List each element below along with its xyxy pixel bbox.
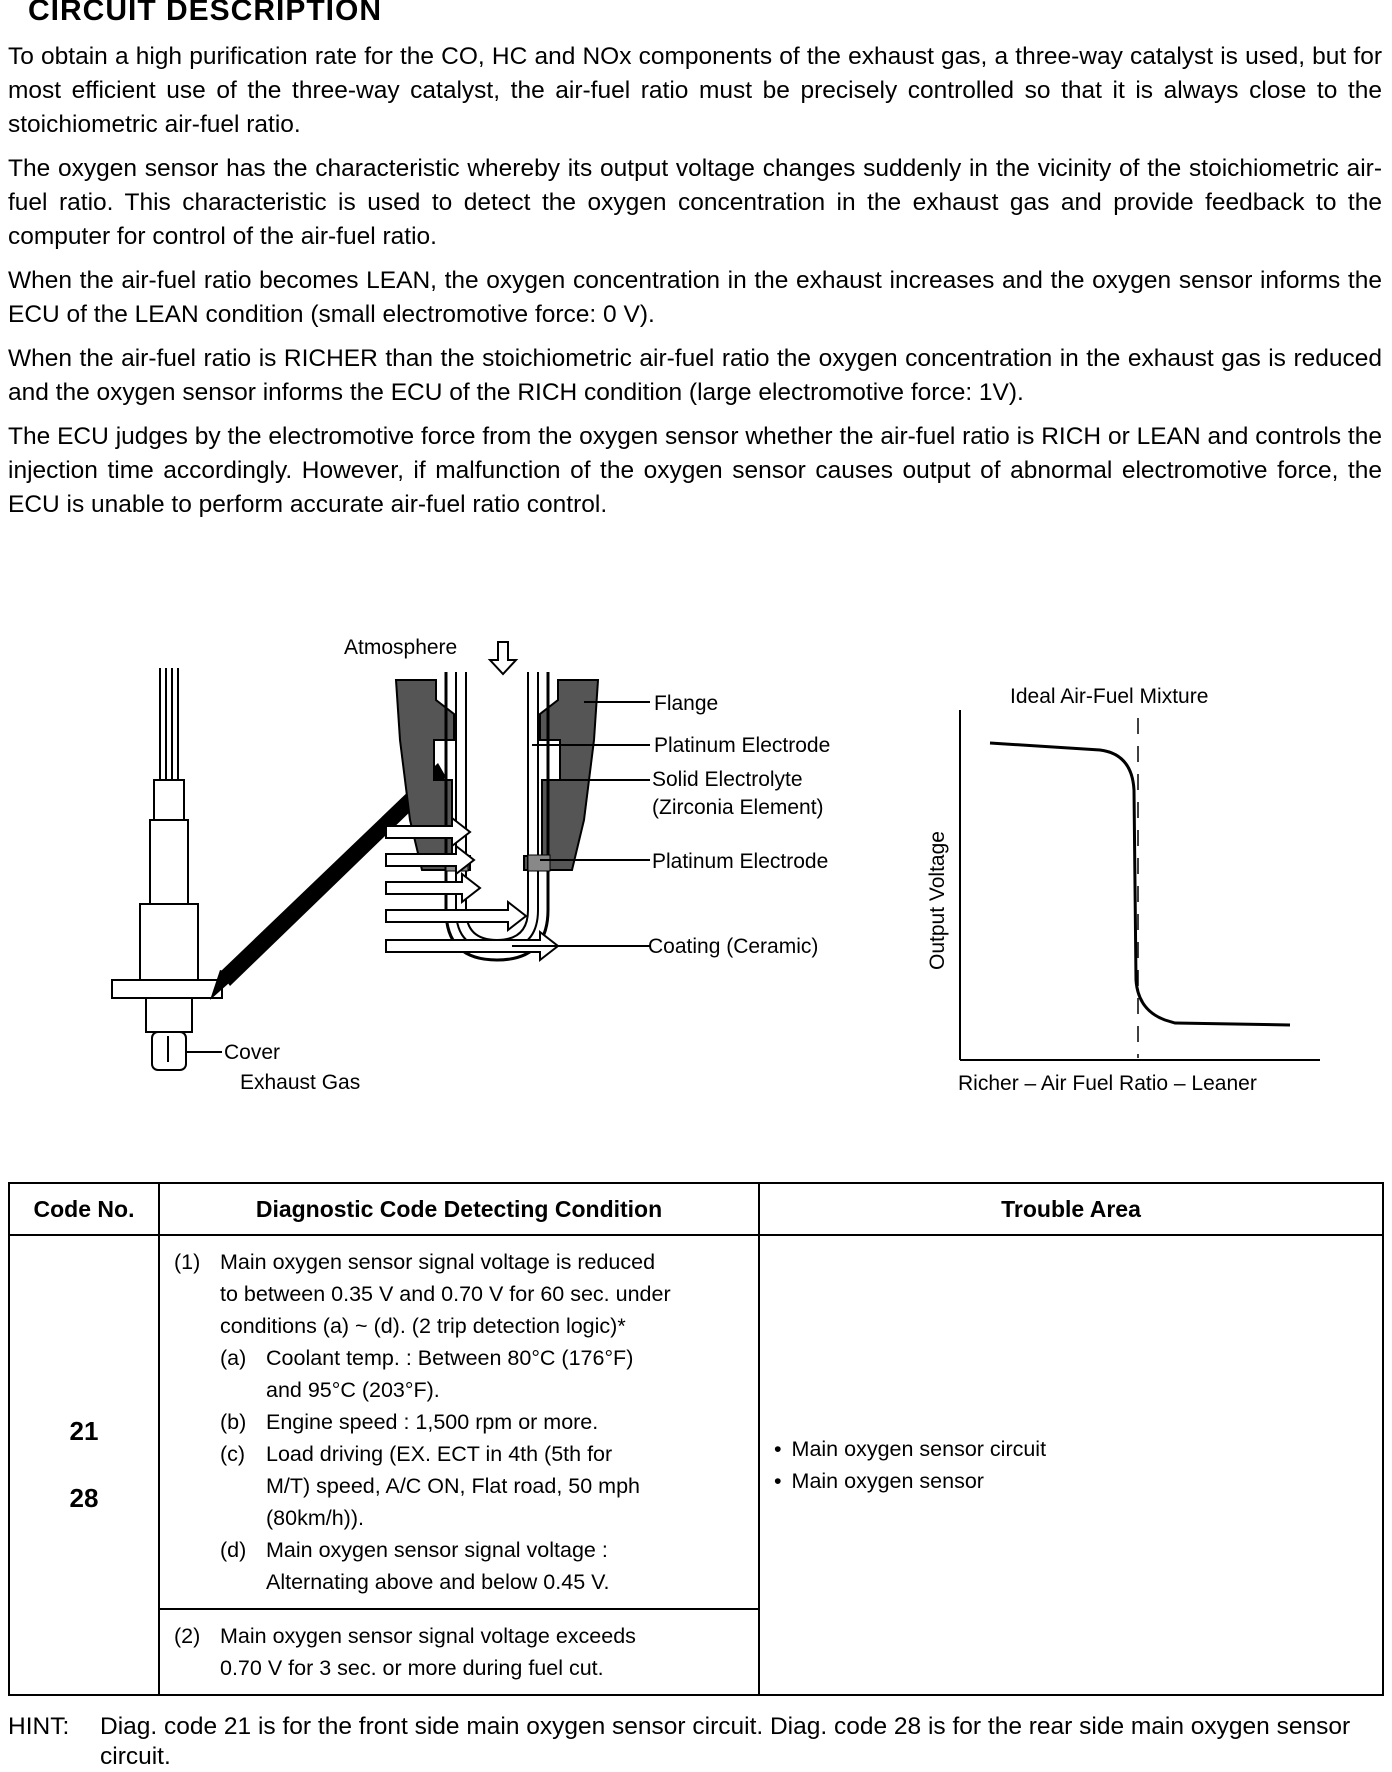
condition-2: [159, 1609, 759, 1695]
paragraph: When the air-fuel ratio is RICHER than the stoichiometric air-fuel ratio the oxygen concentration in the exhaust gas is reduced and the oxygen sensor informs the ECU of the RICH condition (large electromotive force: 1V).: [8, 345, 1382, 406]
exhaust-gas-arrows: [386, 818, 558, 960]
platinum-electrode-label: Platinum Electrode: [652, 850, 829, 873]
code-number: 28: [69, 1483, 99, 1513]
solid-electrolyte-label: Solid Electrolyte: [652, 768, 803, 791]
condition-line: (80km/h)).: [266, 1506, 364, 1530]
code-cell: [9, 1235, 159, 1695]
sensor-side-view: [112, 668, 222, 1070]
trouble-item: Main oxygen sensor circuit: [791, 1437, 1047, 1461]
condition-line: Coolant temp. : Between 80°C (176°F): [266, 1346, 634, 1370]
graph-xlabel: Richer – Air Fuel Ratio – Leaner: [958, 1072, 1257, 1095]
paragraph: When the air-fuel ratio becomes LEAN, the oxygen concentration in the exhaust increases and the oxygen sensor informs the ECU of the LEAN condition (small electromotive force: 0 V).: [8, 267, 1382, 328]
hint-text: Diag. code 21 is for the front side main oxygen sensor circuit. Diag. code 28 is for the rear side main oxygen sensor circuit.: [100, 1713, 1351, 1770]
hint-note: [8, 1712, 1382, 1772]
paragraph: The ECU judges by the electromotive force from the oxygen sensor whether the air-fuel ratio is RICH or LEAN and controls the injection time accordingly. However, if malfunction of the oxygen sensor causes output of abnormal electromotive force, the ECU is unable to perform accurate air-fuel ratio control.: [8, 423, 1382, 518]
zirconia-label: (Zirconia Element): [652, 796, 824, 819]
page-title: CIRCUIT DESCRIPTION: [28, 0, 383, 27]
platinum-electrode-label: Platinum Electrode: [654, 734, 831, 757]
output-voltage-graph: [926, 685, 1320, 1095]
trouble-list: [774, 1433, 1381, 1497]
flange-label: Flange: [654, 692, 719, 715]
condition-line: Alternating above and below 0.45 V.: [266, 1570, 610, 1594]
column-header: Trouble Area: [759, 1183, 1383, 1235]
trouble-item: Main oxygen sensor: [791, 1469, 984, 1493]
circuit-description: [8, 40, 1382, 532]
diagnostic-table: [8, 1182, 1384, 1696]
condition-line: Load driving (EX. ECT in 4th (5th for: [266, 1442, 613, 1466]
hint-label: HINT:: [8, 1713, 70, 1740]
sub-condition-number: (c): [220, 1442, 246, 1466]
paragraph: To obtain a high purification rate for the CO, HC and NOx components of the exhaust gas, a three-way catalyst is used, but for most efficient use of the three-way catalyst, the air-fuel ratio must be precisely controlled so that it is always close to the stoichiometric air-fuel ratio.: [8, 43, 1382, 138]
condition-line: Engine speed : 1,500 rpm or more.: [266, 1410, 599, 1434]
condition-number: (1): [174, 1250, 201, 1274]
table-header-row: [9, 1183, 1383, 1235]
coating-label: Coating (Ceramic): [648, 935, 819, 958]
condition-line: to between 0.35 V and 0.70 V for 60 sec. under: [220, 1282, 671, 1306]
condition-line: conditions (a) ~ (d). (2 trip detection logic)*: [220, 1314, 626, 1338]
column-header: Diagnostic Code Detecting Condition: [159, 1183, 759, 1235]
list-item: [774, 1465, 1381, 1497]
condition-line: Main oxygen sensor signal voltage is reduced: [220, 1250, 656, 1274]
table-row: [9, 1235, 1383, 1609]
paragraph: The oxygen sensor has the characteristic whereby its output voltage changes suddenly in the vicinity of the stoichiometric air-fuel ratio. This characteristic is used to detect the oxygen concentration in the exhaust gas and provide feedback to the computer for control of the air-fuel ratio.: [8, 155, 1382, 250]
sub-condition-number: (d): [220, 1538, 247, 1562]
voltage-curve: [990, 743, 1290, 1025]
sub-condition-number: (b): [220, 1410, 247, 1434]
atmosphere-label: Atmosphere: [344, 636, 458, 659]
condition-line: Main oxygen sensor signal voltage exceeds: [220, 1624, 636, 1648]
condition-number: (2): [174, 1624, 201, 1648]
condition-line: 0.70 V for 3 sec. or more during fuel cut.: [220, 1656, 604, 1680]
condition-1: [159, 1235, 759, 1609]
condition-line: Main oxygen sensor signal voltage :: [266, 1538, 608, 1562]
condition-line: and 95°C (203°F).: [266, 1378, 440, 1402]
list-item: [774, 1433, 1381, 1465]
code-number: 21: [69, 1416, 99, 1446]
graph-ylabel: Output Voltage: [926, 831, 949, 970]
column-header: Code No.: [9, 1183, 159, 1235]
graph-title: Ideal Air-Fuel Mixture: [1010, 685, 1209, 708]
cover-label: Cover: [224, 1041, 281, 1064]
trouble-area-cell: [759, 1235, 1383, 1695]
oxygen-sensor-figure: [0, 630, 1392, 1110]
sub-condition-number: (a): [220, 1346, 247, 1370]
condition-line: M/T) speed, A/C ON, Flat road, 50 mph: [266, 1474, 641, 1498]
atmosphere-arrow-icon: [490, 642, 516, 674]
exhaust-gas-label: Exhaust Gas: [240, 1071, 361, 1094]
